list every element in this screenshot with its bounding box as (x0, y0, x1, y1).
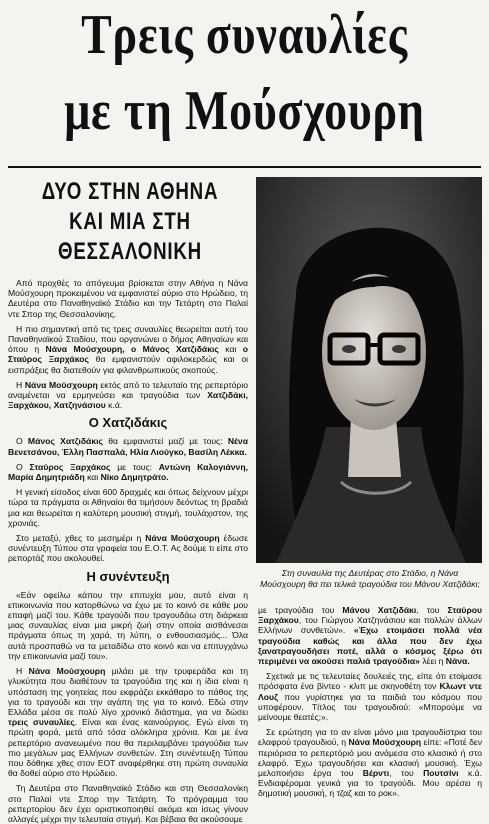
right-paragraph-1: με τραγούδια του Μάνου Χατζιδάκι, του Σταύρου Ξαρχάκου, του Γιώργου Χατζηνάσιου και πολλών άλλων Ελλήνων συνθετών». «Έχω ετοιμάσει πολλά νέα τραγούδια καθώς και άλλα που δεν έχω ξανατραγουδήσει ποτέ, αλλά ο κόσμος ξέρω ότι περιμένει να ακούσει παλιά τραγούδια» λέει η Νάνα. (258, 605, 483, 667)
photo-caption: Στη συναυλία της Δευτέρας στο Στάδιο, η Νάνα Μούσχουρη θα πει τελικά τραγούδια του Μάνου Χατζιδάκι; (260, 568, 480, 589)
section1-paragraph-1: Ο Μάνος Χατζιδάκις θα εμφανιστεί μαζί με τους: Νένα Βενετσάνου, Έλλη Πασπαλά, Ηλία Λιούγκο, Βασίλη Λέκκα. (8, 436, 248, 457)
headline-line-1: Τρεις συναυλίες (81, 4, 408, 66)
intro-paragraph-1: Από προχθές το απόγευμα βρίσκεται στην Αθήνα η Νάνα Μούσχουρη προκειμένου να εμφανιστεί αύριο στο Ηρώδειο, τη Δευτέρα στο Παναθηναϊκό Στάδιο και την Τετάρτη στο Παλαί ντε Σπορ της Θεσσαλονίκης. (8, 278, 248, 319)
right-paragraph-3: Σε ερώτηση για το αν είναι μόνο μια τραγουδίστρια του ελαφρού τραγουδιού, η Νάνα Μούσχουρη είπε: «Ποτέ δεν περιόρισα το ρεπερτόριό μου ανάμεσα στο κλασικό ή στο ελαφρό. Έχω τραγουδήσει και κλασική μουσική. Έχω μελοποιήσει έργα του Βέρντι, του Πουτσίνι κ.ά. Ενδιαφέρομαι γενικά για το τραγούδι. Μου αρέσει η δημοτική μουσική, η τζαζ και το ροκ». (258, 727, 482, 799)
subheadline-line-3: ΘΕΣΣΑΛΟΝΙΚΗ (58, 238, 202, 265)
section2-paragraph-3: Τη Δευτέρα στο Παναθηναϊκό Στάδιο και στη Θεσσαλονίκη στο Παλαί ντε Σπορ την Τετάρτη. Το πρόγραμμα του ρεπερτορίου δεν έχει οριστικοποιηθεί ακόμα και ίσως γίνουν αλλαγές μέχρι την τελευταία στιγμή. Και βέβαια θα ακούσουμε (8, 783, 248, 824)
intro-paragraph-2: Η πιο σημαντική από τις τρεις συναυλίες θεωρείται αυτή του Παναθηναϊκού Σταδίου, που οργανώνει ο δήμος Αθηναίων και όπου η Νάνα Μούσχουρη, ο Μάνος Χατζιδάκις και ο Σταύρος Ξαρχάκος θα εμφανιστούν αφιλοκερδώς και οι εισπράξεις θα διατεθούν για φιλανθρωπικούς σκοπούς. (8, 323, 249, 375)
section1-paragraph-3: Η γενική είσοδος είναι 600 δραχμές και όπως δείχνουν μέχρι τώρα τα πράγματα οι Αθηναίοι θα τιμήσουν δεόντως τη βραδιά μια και θεωρείται η καλύτερη μουσική στιγμή, τουλάχιστον, της χρονιάς. (8, 487, 248, 528)
left-column (8, 278, 249, 824)
right-paragraph-2: Σχετικά με τις τελευταίες δουλειές της, είπε ότι ετοίμασε πρόσφατα ένα βίντεο - κλιπ με σκηνοθέτη τον Κλωντ ντε Λουζ που γυρίστηκε για τα παιδιά του κόσμου που υποφέρουν. Τίτλος του τραγουδιού: «Μπορούμε να μείνουμε θεατές;». (258, 671, 483, 723)
headline-line-2: με τη Μούσχουρη (64, 80, 425, 142)
section1-paragraph-2: Ο Σταύρος Ξαρχάκος με τους: Αντώνη Καλογιάννη, Μαρία Δημητριάδη και Νίκο Δημητράτο. (8, 461, 248, 483)
headline-rule (8, 166, 481, 168)
section1-paragraph-4: Στο μεταξύ, χθες το μεσημέρι η Νάνα Μούσχουρη έδωσε συνέντευξη Τύπου στα γραφεία του Ε.Ο.Τ. Ας δούμε τι είπε στο ρεπορτάζ που ακολουθεί. (8, 533, 248, 564)
portrait-photo (256, 177, 482, 563)
section-heading-hatzidakis: Ο Χατζιδάκις (88, 415, 168, 431)
section2-paragraph-2: Η Νάνα Μούσχουρη μιλάει με την τρυφεράδα και τη γλυκύτητα που διαθέτουν τα τραγούδια της και η ίδια είναι η υπόσταση της γοητείας που εκφράζει εκκάθαρο το πάθος της για το τραγούδι και την αγάπη της για το κοινό. Εδώ στην Ελλάδα μέσα σε πολύ λίγο χρονικό διάστημα, για να δώσει τρεις συναυλίες. Είναι και ένας καινούργιος. Εγώ είναι τη πρώτη φορά, μετά από τόσα ολόκληρα χρόνια. Και με ένα ρεπερτόριο ανανεωμένο που θα περιλαμβάνει τραγούδια των πιο μεγάλων μας Ελλήνων συνθετών. Στη συνέντευξη Τύπου που δόθηκε χθες στον ΕΟΤ αναφέρθηκε στη πρώτη συναυλία θα δοθεί αύριο στο Ηρώδειο. (8, 666, 248, 779)
intro-paragraph-3: Η Νάνα Μούσχουρη εκτός από το τελευταίο της ρεπερτόριο αναμένεται να ερμηνεύσει και τραγούδια των Χατζιδάκι, Ξαρχάκου, Χατζηνάσιου κ.ά. (8, 379, 249, 411)
subheadline-line-1: ΔΥΟ ΣΤΗΝ ΑΘΗΝΑ (41, 178, 219, 205)
portrait-illustration (256, 177, 482, 563)
right-column (258, 605, 483, 799)
section-heading-interview: Η συνέντευξη (86, 568, 170, 584)
section2-paragraph-1: «Εάν οφείλω κάπου την επιτυχία μου, αυτό είναι η επικοινωνία που κατορθώνω να έχω με το κοινό σε κάθε μου επαφή μαζί του. Κάθε τραγούδι που τραγουδάω στη διάρκεια μιας συναυλίας είναι μια μικρή ζωή στην οποία αισθάνεσαι πράγματα όπως τη χαρά, τη λύπη, ο ενθουσιασμός... Όλα αυτά προσπαθώ να τα μεταδίδω στο κοινό και να επιτυγχάνω την επικοινωνία μαζί του». (8, 589, 248, 661)
subheadline-line-2: ΚΑΙ ΜΙΑ ΣΤΗ (69, 208, 191, 235)
